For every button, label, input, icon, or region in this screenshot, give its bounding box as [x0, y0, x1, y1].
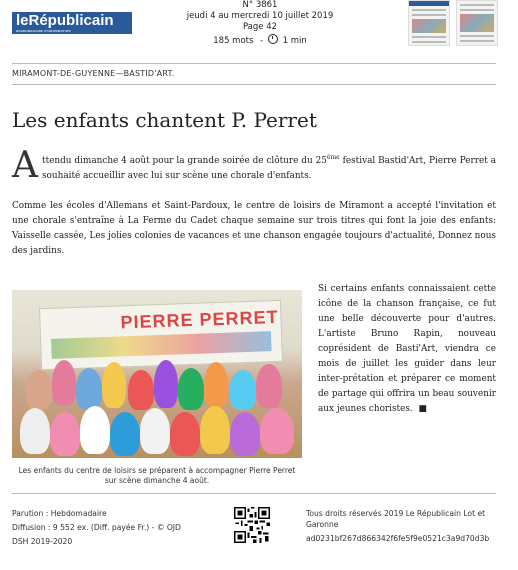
- footer-divider: [12, 493, 496, 494]
- read-time: 1 min: [282, 36, 307, 46]
- page-number: Page 42: [242, 22, 278, 32]
- newspaper-logo: [12, 12, 132, 34]
- lead-superscript: ème: [326, 154, 340, 161]
- lead-text-b: festival Bastid'Art, Pierre Perret a souhaité accueillir avec lui sur scène une chorale d'enfants.: [42, 156, 496, 181]
- drop-cap: A: [12, 145, 38, 186]
- footer-hash: ad0231bf267d866342f6fe5f9e0521c3a9d70d3b: [306, 534, 490, 543]
- lead-text-a: ttendu dimanche 4 août pour la grande soirée de clôture du 25: [42, 156, 327, 166]
- logo-text: leRépublicain: [16, 12, 114, 29]
- end-mark: ■: [418, 404, 427, 414]
- clock-icon: [268, 34, 278, 44]
- photo-banner: [39, 300, 283, 370]
- lead-paragraph: [12, 145, 496, 186]
- page-thumbnail-2: [456, 0, 498, 46]
- issue-dates: jeudi 4 au mercredi 10 juillet 2019: [186, 11, 334, 21]
- paragraph-3: [318, 282, 496, 417]
- footer-parution: Parution : Hebdomadaire: [12, 509, 107, 518]
- reading-info: 185 mots - 1 min: [213, 36, 307, 46]
- divider: [12, 84, 496, 85]
- article-photo: [12, 290, 302, 458]
- paragraph-2: Comme les écoles d'Allemans et Saint-Pardoux, le centre de loisirs de Miramont a accepté l'invitation et une chorale s'entraîne à La Ferme du Cadet chaque semaine sur trois titres qui font la joie des enfants: Vaisselle cassée, Les jolies colonies de vacances et une chanson engagée toujours d'actualité, Donnez nous des jardins.: [12, 201, 496, 256]
- photo-banner-text: PIERRE PERRET: [120, 306, 279, 333]
- article-title: Les enfants chantent P. Perret: [12, 108, 317, 132]
- page-thumbnail-1: [408, 0, 450, 46]
- logo-tagline: HEBDOMADAIRE D'INFORMATION: [16, 29, 71, 33]
- photo-caption: Les enfants du centre de loisirs se préparent à accompagner Pierre Perret sur scène dimanche 4 août.: [18, 466, 296, 485]
- paragraph-3-text: Si certains enfants connaissaient cette icône de la chanson française, ce fut une belle découverte pour d'autres. L'artiste Bruno Rapin, nouveau coprésident de Basti'Art, viendra ce mois de juillet les guider dans leur inter-prétation et préparer ce moment de partage qui offrira un beau souvenir aux jeunes choristes.: [318, 284, 496, 414]
- footer-diffusion: Diffusion : 9 552 ex. (Diff. payée Fr.) - © OJD: [12, 523, 181, 532]
- qr-code: [234, 507, 270, 543]
- issue-number: N° 3861: [242, 0, 278, 10]
- footer-dsh: DSH 2019-2020: [12, 537, 73, 546]
- divider: [12, 63, 496, 64]
- footer-rights: Tous droits réservés 2019 Le Républicain Lot et Garonne: [306, 509, 486, 529]
- word-count: 185 mots: [213, 36, 254, 46]
- section-label: MIRAMONT-DE-GUYENNE—BASTID'ART.: [12, 69, 175, 78]
